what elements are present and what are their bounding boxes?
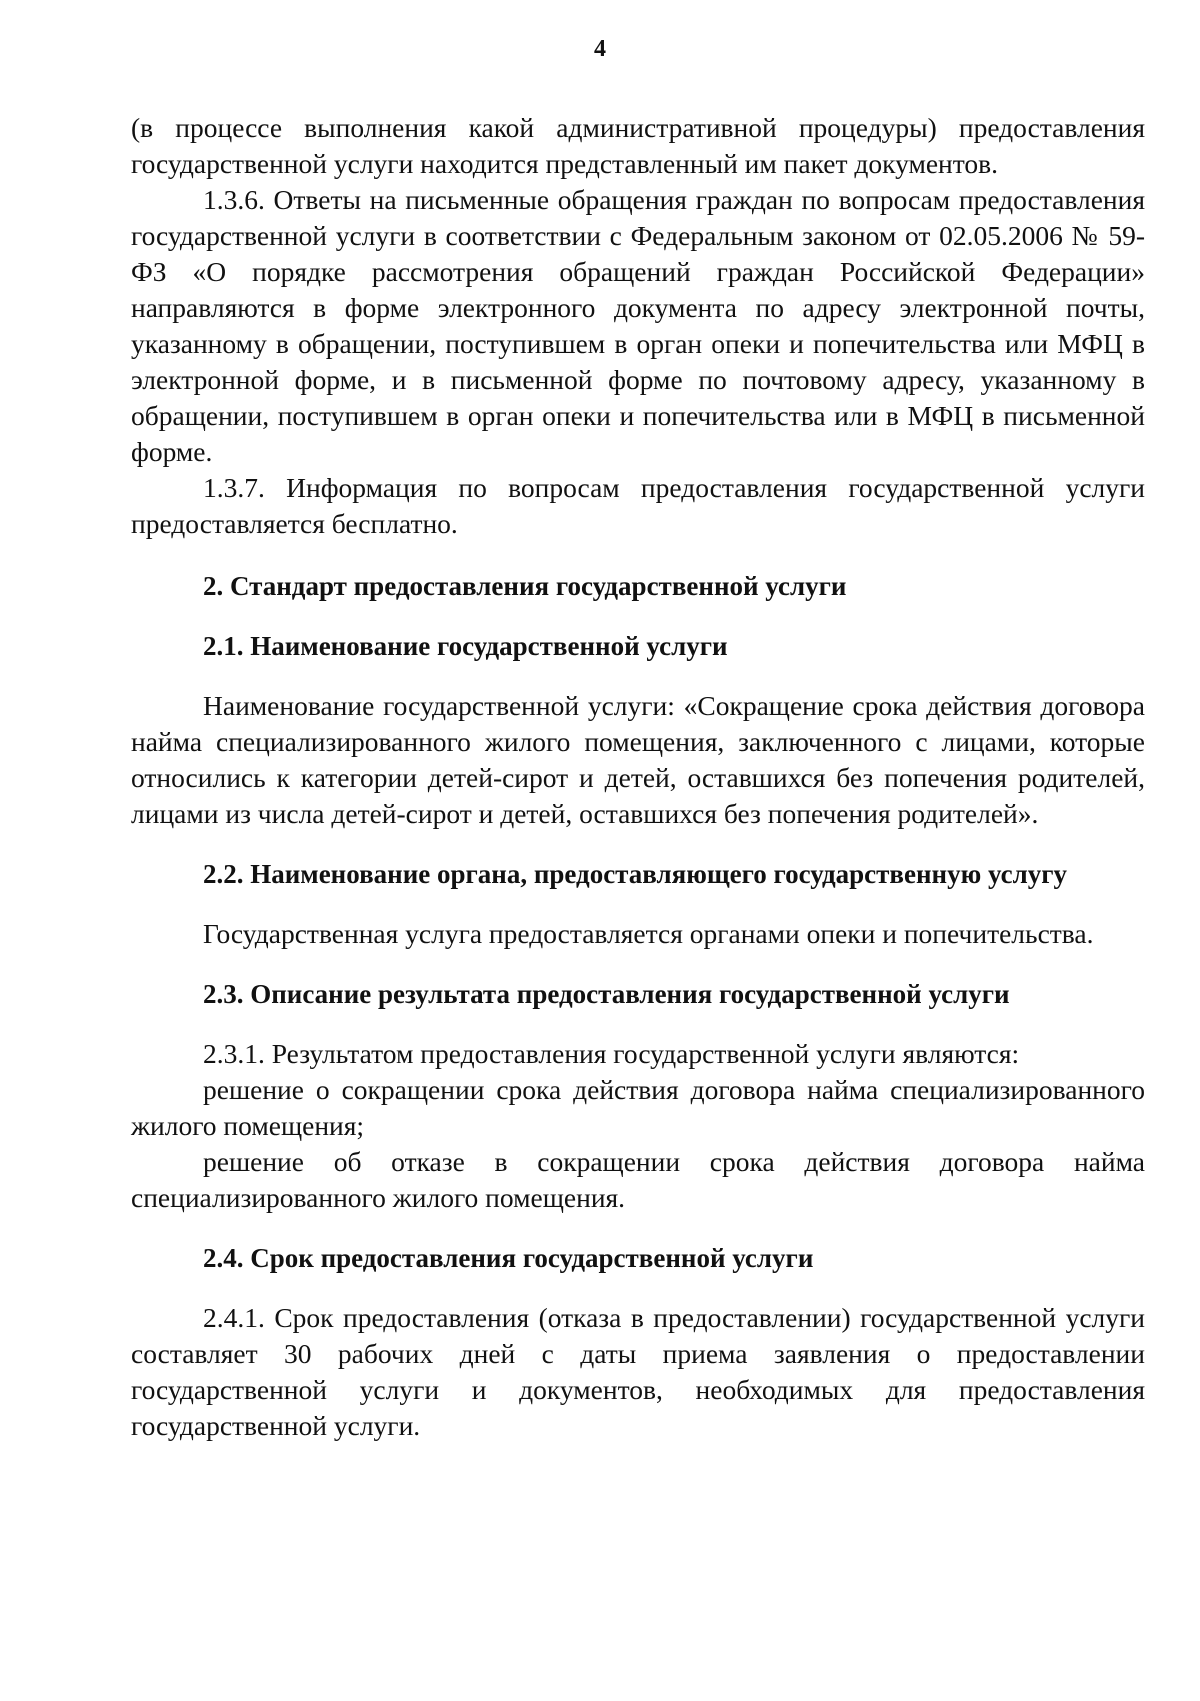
paragraph-authority: Государственная услуга предоставляется органами опеки и попечительства. bbox=[203, 918, 1094, 949]
page-number: 4 bbox=[594, 36, 606, 62]
paragraph-1-3-7: 1.3.7. Информация по вопросам предоставления государственной услуги предоставляется бесплатно. bbox=[131, 472, 1145, 539]
paragraph-2-3-1: 2.3.1. Результатом предоставления государственной услуги являются: bbox=[203, 1038, 1020, 1069]
section-heading-2-4: 2.4. Срок предоставления государственной услуги bbox=[203, 1243, 814, 1273]
paragraph-result-refusal: решение об отказе в сокращении срока действия договора найма специализированного жилого помещения. bbox=[131, 1146, 1145, 1213]
paragraph-result-decision: решение о сокращении срока действия договора найма специализированного жилого помещения; bbox=[131, 1074, 1145, 1141]
section-heading-2: 2. Стандарт предоставления государственной услуги bbox=[203, 571, 847, 601]
paragraph-2-4-1: 2.4.1. Срок предоставления (отказа в предоставлении) государственной услуги составляет 30 рабочих дней с даты приема заявления о предоставлении государственной услуги и документов, необходимых для предоставления государственной услуги. bbox=[131, 1302, 1145, 1441]
paragraph-continuation: (в процессе выполнения какой административной процедуры) предоставления государственной услуги находится представленный им пакет документов. bbox=[131, 112, 1145, 179]
section-heading-2-1: 2.1. Наименование государственной услуги bbox=[203, 631, 728, 661]
document-body bbox=[131, 110, 1145, 1444]
paragraph-service-name: Наименование государственной услуги: «Сокращение срока действия договора найма специализированного жилого помещения, заключенного с лицами, которые относились к категории детей-сирот и детей, оставшихся без попечения родителей, лицами из числа детей-сирот и детей, оставшихся без попечения родителей». bbox=[131, 690, 1145, 829]
section-heading-2-3: 2.3. Описание результата предоставления государственной услуги bbox=[203, 979, 1010, 1009]
paragraph-1-3-6: 1.3.6. Ответы на письменные обращения граждан по вопросам предоставления государственной услуги в соответствии с Федеральным законом от 02.05.2006 № 59-ФЗ «О порядке рассмотрения обращений граждан Российской Федерации» направляются в форме электронного документа по адресу электронной почты, указанному в обращении, поступившем в орган опеки и попечительства или МФЦ в электронной форме, и в письменной форме по почтовому адресу, указанному в обращении, поступившем в орган опеки и попечительства или в МФЦ в письменной форме. bbox=[131, 184, 1145, 467]
section-heading-2-2: 2.2. Наименование органа, предоставляющего государственную услугу bbox=[203, 859, 1068, 889]
